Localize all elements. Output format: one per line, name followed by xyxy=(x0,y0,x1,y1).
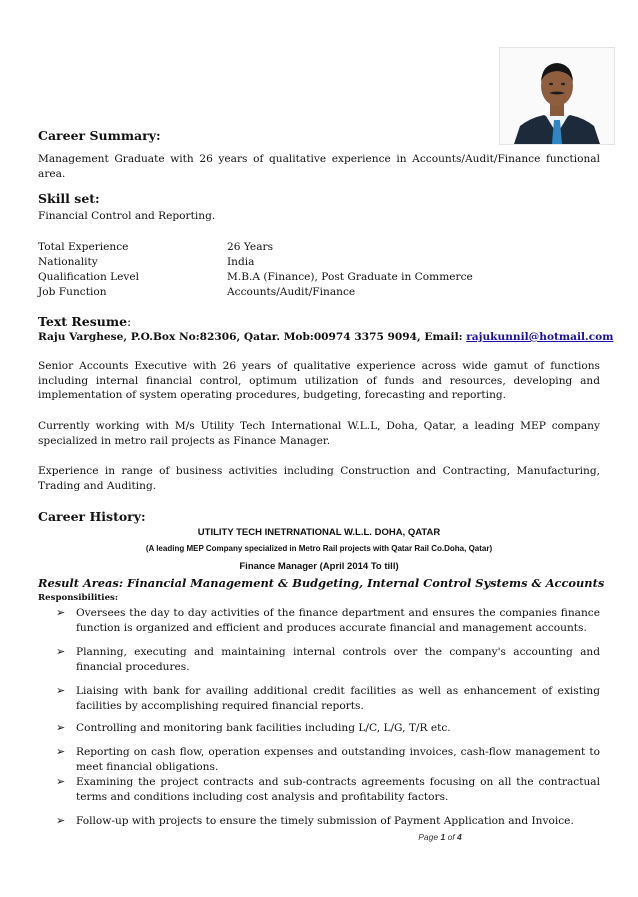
bullet-arrow-icon: ➢ xyxy=(56,814,66,827)
bullet-arrow-icon: ➢ xyxy=(56,775,66,788)
profile-photo xyxy=(499,47,615,145)
bullet-arrow-icon: ➢ xyxy=(56,745,66,758)
email-link[interactable]: rajukunnil@hotmail.com xyxy=(466,331,614,343)
list-item: Follow-up with projects to ensure the timely submission of Payment Application and Invoice. xyxy=(76,815,574,827)
skill-set-text: Financial Control and Reporting. xyxy=(38,210,216,222)
list-item: Planning, executing and maintaining internal controls over the company's accounting and financial procedures. xyxy=(76,646,600,673)
footer-of-label: of xyxy=(447,832,455,842)
career-summary-heading: Career Summary: xyxy=(38,128,161,143)
list-item: Examining the project contracts and sub-contracts agreements focusing on all the contractual terms and conditions including cost analysis and profitability factors. xyxy=(76,776,600,803)
list-item: Reporting on cash flow, operation expenses and outstanding invoices, cash-flow management to meet financial obligations. xyxy=(76,746,600,773)
position-title: Finance Manager (April 2014 To till) xyxy=(239,561,399,572)
text-resume-heading: Text Resume xyxy=(38,314,128,329)
bullet-arrow-icon: ➢ xyxy=(56,606,66,619)
company-name: UTILITY TECH INETRNATIONAL W.L.L. DOHA, QATAR xyxy=(197,527,441,538)
skill-set-heading: Skill set: xyxy=(38,191,100,206)
responsibilities-label: Responsibilities: xyxy=(38,593,119,603)
bullet-arrow-icon: ➢ xyxy=(56,721,66,734)
resume-paragraph: Currently working with M/s Utility Tech International W.L.L, Doha, Qatar, a leading MEP company specialized in metro rail projects as Finance Manager. xyxy=(38,420,600,447)
text-resume-heading-line xyxy=(38,314,131,329)
list-item: Oversees the day to day activities of the finance department and ensures the companies finance function is organized and efficient and produces accurate financial and management accounts. xyxy=(76,607,600,634)
list-item: Liaising with bank for availing additional credit facilities as well as enhancement of existing facilities by accomplishing required financial reports. xyxy=(76,685,600,712)
detail-label: Qualification Level xyxy=(38,271,140,283)
page-footer xyxy=(190,832,638,842)
portrait-image xyxy=(500,48,614,144)
detail-value: Accounts/Audit/Finance xyxy=(227,286,356,298)
footer-current-page: 1 xyxy=(440,832,446,842)
text-resume-colon: : xyxy=(127,314,132,329)
career-summary-text: Management Graduate with 26 years of qualitative experience in Accounts/Audit/Finance functional area. xyxy=(38,153,600,180)
detail-value: M.B.A (Finance), Post Graduate in Commerce xyxy=(227,271,473,283)
contact-text: Raju Varghese, P.O.Box No:82306, Qatar. Mob:00974 3375 9094, Email: xyxy=(38,331,467,343)
footer-page-label: Page xyxy=(418,832,439,842)
resume-paragraph: Experience in range of business activities including Construction and Contracting, Manufacturing, Trading and Auditing. xyxy=(38,465,600,492)
detail-value: India xyxy=(227,256,255,268)
footer-total-pages: 4 xyxy=(457,832,462,842)
result-areas: Result Areas: Financial Management & Budgeting, Internal Control Systems & Accounts xyxy=(38,576,605,590)
contact-line xyxy=(38,330,614,345)
detail-label: Nationality xyxy=(38,256,98,268)
detail-value: 26 Years xyxy=(227,241,274,253)
resume-paragraph: Senior Accounts Executive with 26 years of qualitative experience across wide gamut of functions including internal financial control, optimum utilization of funds and resources, developing and implementation of system operating procedures, budgeting, forecasting and reporting. xyxy=(38,360,600,402)
bullet-arrow-icon: ➢ xyxy=(56,684,66,697)
detail-label: Total Experience xyxy=(38,241,129,253)
detail-label: Job Function xyxy=(38,286,107,298)
company-note: (A leading MEP Company specialized in Metro Rail projects with Qatar Rail Co.Doha, Qatar) xyxy=(145,544,493,553)
bullet-arrow-icon: ➢ xyxy=(56,645,66,658)
career-history-heading: Career History: xyxy=(38,509,146,524)
list-item: Controlling and monitoring bank facilities including L/C, L/G, T/R etc. xyxy=(76,722,451,734)
